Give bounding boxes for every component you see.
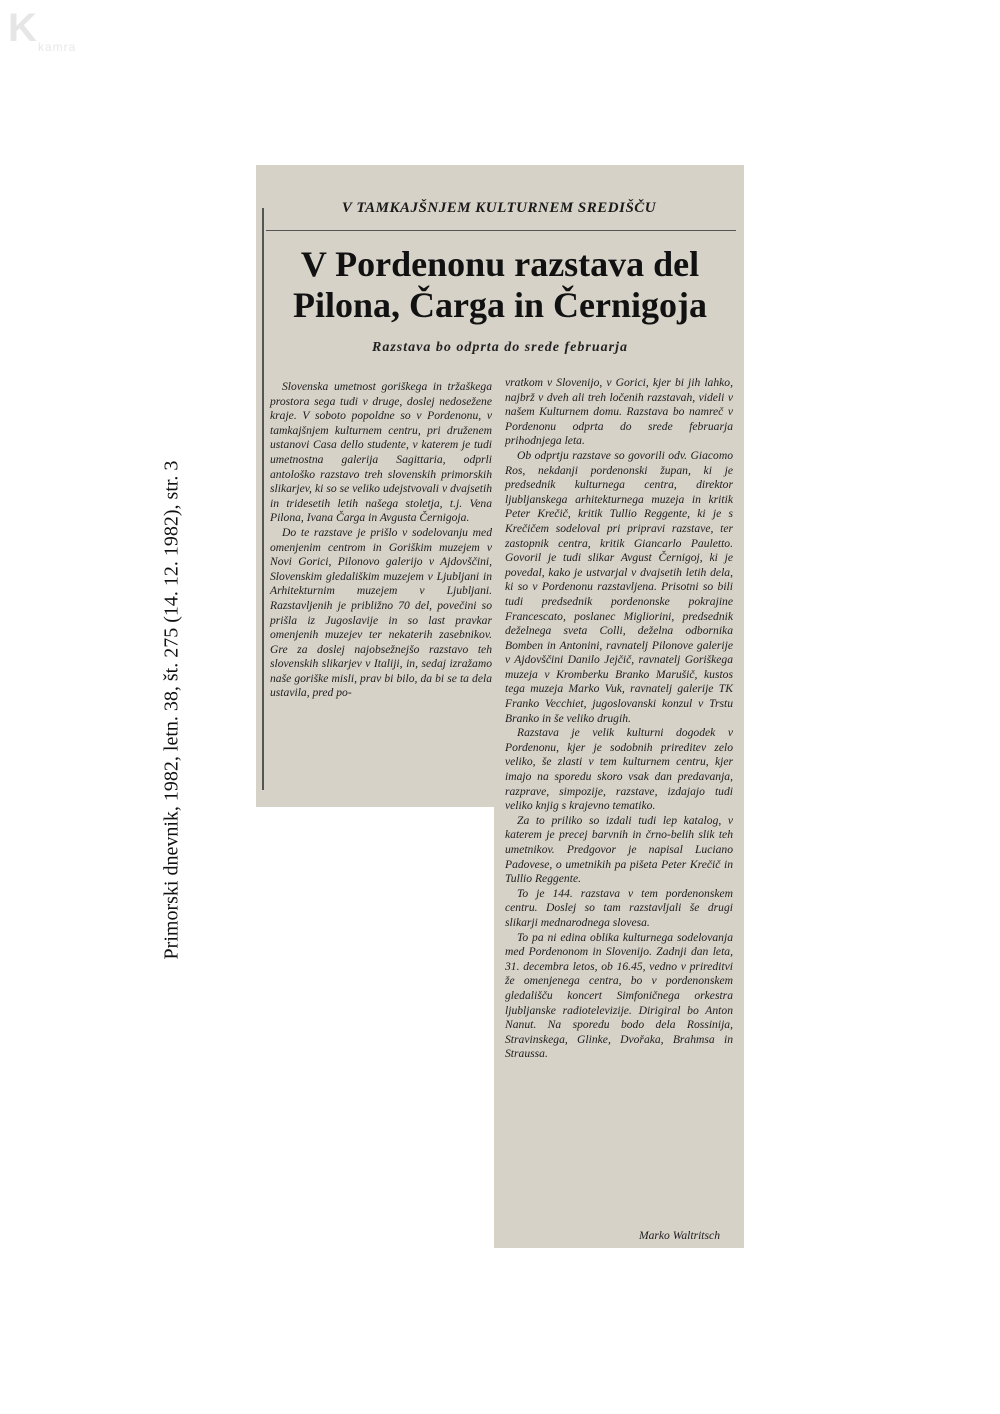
paragraph: vratkom v Slovenijo, v Gorici, kjer bi jih lahko, najbrž v dveh ali treh ločenih razstavah, videli v našem Kulturnem domu. Razstava bo namreč v Pordenonu odprta do srede februarja prihodnjega leta. — [505, 376, 733, 448]
paragraph: Do te razstave je prišlo v sodelovanju med omenjenim centrom in Goriškim muzejem v Novi Gorici, Pilonovo galerijo v Ajdovščini, Slovenskim gledališkim muzejem v Ljubljani in Arhitekturnim muzejem v Ljubljani. Razstavljenih je približno 70 del, povečini so prišla iz Jugoslavije in so last pravkar omenjenih muzejev ter nekaterih zasebnikov. Gre za doslej najobsežnejšo razstavo teh slovenskih slikarjev v Italiji, in, sedaj izražamo naše goriške misli, prav bi bilo, da bi se ta dela ustavila, pred po- — [270, 525, 492, 700]
article-kicker: V TAMKAJŠNJEM KULTURNEM SREDIŠČU — [341, 200, 657, 216]
paragraph: Za to priliko so izdali tudi lep katalog, v katerem je precej barvnih in črno-belih slik teh umetnikov. Predgovor je napisal Luciano Padovese, o umetnikih pa pišeta Peter Krečič in Tullio Reggente. — [505, 813, 733, 886]
article-byline: Marko Waltritsch — [638, 1229, 720, 1242]
source-caption: Primorski dnevnik, 1982, letn. 38, št. 275 (14. 12. 1982), str. 3 — [160, 460, 183, 960]
paragraph: To je 144. razstava v tem pordenonskem centru. Doslej so tam razstavljali še drugi slikarji mednarodnega slovesa. — [505, 886, 733, 929]
paragraph: To pa ni edina oblika kulturnega sodelovanja med Pordenonom in Slovenijo. Zadnji dan leta, 31. decembra letos, ob 16.45, vedno v prireditvi že omenjenega centra, bo v pordenonskem gledališču koncert Simfoničnega orkestra ljubljanske radiotelevizije. Dirigiral bo Anton Nanut. Na sporedu bodo dela Rossinija, Stravinskega, Glinke, Dvořaka, Brahmsa in Straussa. — [505, 930, 733, 1061]
article-column-1 — [270, 380, 492, 701]
logo-wordmark: kamra — [38, 40, 77, 54]
kicker-underline — [266, 230, 736, 231]
headline-line-2: Pilona, Čarga in Černigoja — [293, 285, 707, 325]
headline-line-1: V Pordenonu razstava del — [300, 244, 700, 284]
article-subhead: Razstava bo odprta do srede februarja — [372, 340, 628, 355]
logo-mark-icon: K — [8, 6, 37, 50]
paragraph: Ob odprtju razstave so govorili odv. Giacomo Ros, nekdanji pordenonski župan, ki je predsednik kulturnega centra, direktor ljubljanskega arhitekturnega muzeja in kritik Peter Krečič, kritik Tullio Reggente, ki je s Krečičem sodeloval pri pripravi razstave, ter zastopnik centra, kritik Giancarlo Pauletto. Govoril je tudi slikar Avgust Černigoj, ki je povedal, kako je ustvarjal v dvajsetih letih dela, ki so v Pordenonu razstavljena. Prisotni so bili tudi predsednik pordenonske pokrajine Francescato, poslanec Migliorini, predsednik deželnega sveta Colli, deželna odbornika Bomben in Antonini, ravnatelj Pilonove galerije v Ajdovščini Danilo Jejčič, ravnatelj Goriškega muzeja v Kromberku Branko Marušič, kustos tega muzeja Marko Vuk, ravnatelj galerije TK Franko Vecchiet, jugoslovanski konzul v Trstu Branko in še veliko drugih. — [505, 448, 733, 725]
article-headline — [270, 244, 730, 326]
column-rule — [262, 208, 264, 790]
paragraph: Razstava je velik kulturni dogodek v Pordenonu, kjer je sodobnih prireditev zelo veliko, še zlasti v tem kulturnem centru, kjer imajo na sporedu skoro vsak dan predavanja, razprave, simpozije, razstave, izdajajo tudi veliko knjig s krajevno tematiko. — [505, 726, 733, 813]
paragraph: Slovenska umetnost goriškega in tržaškega prostora sega tudi v druge, doslej nedosežene kraje. V soboto popoldne so v Pordenonu, v tamkajšnjem kulturnem centru, pri druženem ustanovi Casa dello studente, v katerem je tudi umetnostna galerija Sagittaria, odprli antološko razstavo treh slovenskih primorskih slikarjev, ki so se veliko udejstvovali v dvajsetih in tridesetih letih našega stoletja, t.j. Vena Pilona, Ivana Čarga in Avgusta Černigoja. — [270, 380, 492, 525]
article-column-2 — [505, 376, 733, 1062]
logo — [8, 8, 118, 56]
